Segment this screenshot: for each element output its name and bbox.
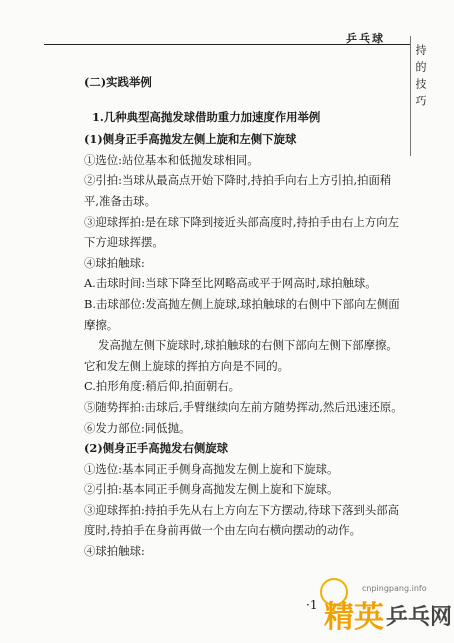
paragraph: ③迎球挥拍:是在球下降到接近头部高度时,持拍手由右上方向左下方迎球挥摆。 (84, 214, 400, 250)
paragraph: ②引拍:基本同正手侧身高抛发左侧上旋和下旋球。 (84, 482, 339, 497)
topic-heading: (2)侧身正手高抛发右侧旋球 (84, 441, 229, 456)
paragraph: B.击球部位:发高抛左侧上旋球,球拍触球的右侧中下部向左侧面摩擦。 (84, 296, 400, 332)
site-logo (324, 596, 452, 640)
topic-heading: (1)侧身正手高抛发左侧上旋和左侧下旋球 (84, 132, 297, 147)
paragraph: ②引拍:当球从最高点开始下降时,持拍手向右上方引拍,拍面稍平,准备击球。 (84, 173, 392, 208)
section-title: (二)实践举例 (84, 75, 152, 89)
body-text (84, 72, 406, 562)
paragraph: ①选位:基本同正手侧身高抛发左侧上旋和下旋球。 (84, 461, 339, 476)
subsection-title: 1.几种典型高抛发球借助重力加速度作用举例 (92, 109, 321, 124)
paragraph: ①选位:站位基本和低抛发球相同。 (84, 152, 259, 167)
paragraph: 发高抛左侧下旋球时,球拍触球的右侧下部向左侧下部摩擦。它和发左侧上旋球的挥拍方向是不同的。 (84, 338, 398, 373)
logo-text-jing: 精英 (324, 600, 384, 635)
logo-text-pingpang: 乒乓网 (386, 605, 453, 630)
watermark-url: cnpingpang.info (362, 584, 427, 593)
paragraph: ④球拍触球: (84, 255, 145, 270)
running-header-title: 乒乓球 (346, 32, 385, 45)
page-number: ·1 (306, 598, 318, 612)
paragraph: ⑤随势挥拍:击球后,手臂继续向左前方随势挥动,然后迅速还原。 (84, 399, 403, 414)
paragraph: ⑥发力部位:同低抛。 (84, 420, 191, 435)
paragraph: ④球拍触球: (84, 544, 145, 559)
paragraph: A.击球时间:当球下降至比网略高或平于网高时,球拍触球。 (84, 276, 377, 291)
side-tab-label: 持的技巧 (414, 44, 427, 112)
paragraph: C.拍形角度:稍后仰,拍面朝右。 (84, 379, 241, 394)
paragraph: ③迎球挥拍:持拍手先从右上方向左下方摆动,待球下落到头部高度时,持拍手在身前再做一个由左向右横向摆动的动作。 (84, 502, 400, 538)
